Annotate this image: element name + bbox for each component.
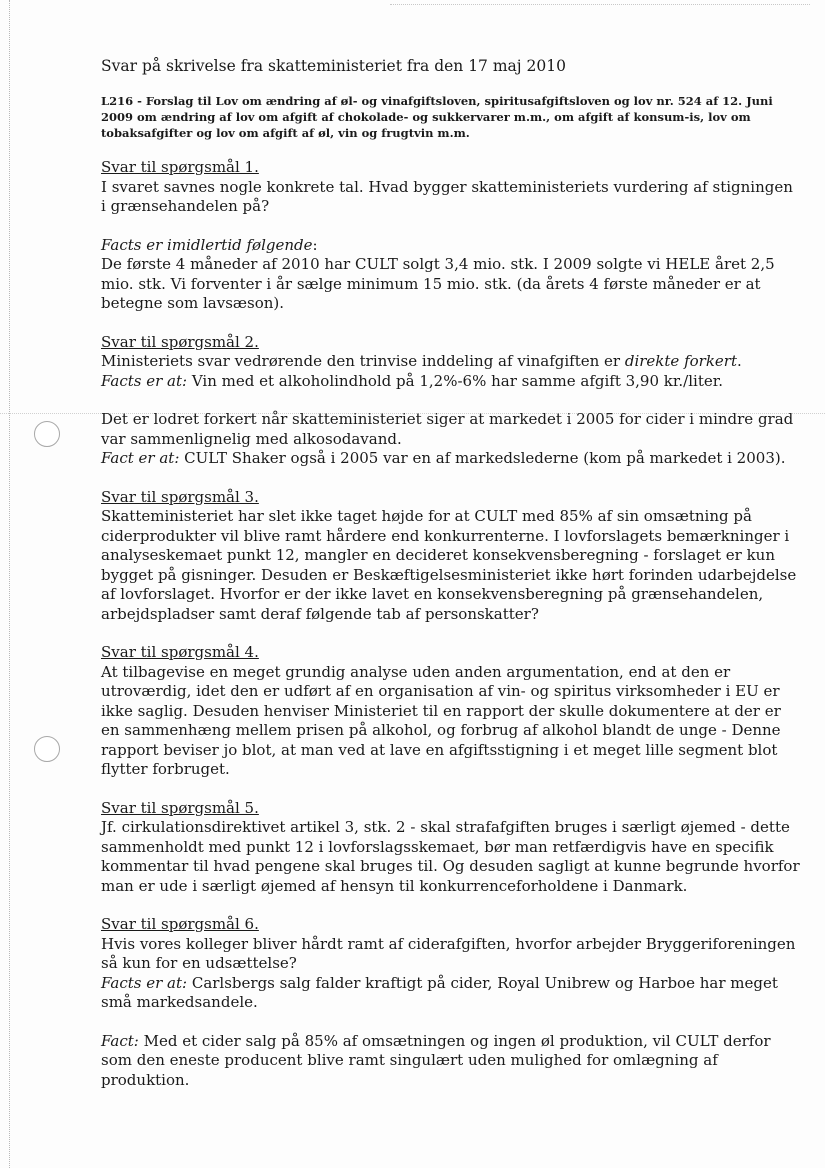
law-reference: L216 - Forslag til Lov om ændring af øl- og vinafgiftsloven, spiritusafgiftsloven og lov nr. 524 af 12. Juni 2009 om ændring af lov om afgift af chokolade- og sukkervarer m.m., om afgift af konsum-is, lov om tobaksafgifter og lov om afgift af øl, vin og frugtvin m.m. xyxy=(101,94,773,140)
section-closing xyxy=(101,1032,801,1091)
question-5-heading: Svar til spørgsmål 5. xyxy=(101,798,259,817)
question-6-facts-text: Carlsbergs salg falder kraftigt på cider, Royal Unibrew og Harboe har meget små markedsandele. xyxy=(101,973,778,1011)
section-question-1-facts xyxy=(101,236,801,314)
punch-hole-lower xyxy=(34,736,60,762)
question-2-facts-lead: Facts er at: xyxy=(101,371,188,390)
question-6-facts-lead: Facts er at: xyxy=(101,973,188,992)
question-5-text: Jf. cirkulationsdirektivet artikel 3, stk. 2 - skal strafafgiften bruges i særligt øjemed - dette sammenholdt med punkt 12 i lovforslagsskemaet, bør man retfærdigvis have en specifik kommentar til hvad pengene skal bruges til. Og desuden sagligt at kunne begrunde hvorfor man er ude i særligt øjemed af hensyn til konkurrenceforholdene i Danmark. xyxy=(101,818,800,895)
question-1-facts-lead-line xyxy=(101,236,801,256)
section-question-5 xyxy=(101,799,801,897)
question-2-text-emphasis: direkte forkert xyxy=(624,352,737,370)
question-6-text: Hvis vores kolleger bliver hårdt ramt af ciderafgiften, hvorfor arbejder Bryggeriforeningen så kun for en udsættelse? xyxy=(101,934,796,972)
section-question-3 xyxy=(101,488,801,625)
question-4-text: At tilbagevise en meget grundig analyse uden anden argumentation, end at den er utroværdig, idet den er udført af en organisation af vin- og spiritus virksomheder i EU er ikke saglig. Desuden henviser Ministeriet til en rapport der skulle dokumentere at der er en sammenhæng mellem prisen på alkohol, og forbrug af alkohol blandt de unge - Denne rapport beviser jo blot, at man ved at lave en afgiftsstigning i et meget lille segment blot flytter forbruget. xyxy=(101,662,781,778)
closing-paragraph xyxy=(101,1032,801,1091)
section-question-2 xyxy=(101,333,801,392)
question-6-facts xyxy=(101,974,801,1013)
question-3-heading: Svar til spørgsmål 3. xyxy=(101,487,259,506)
section-question-2-continued xyxy=(101,410,801,469)
punch-hole-upper xyxy=(34,421,60,447)
question-3-text: Skatteministeriet har slet ikke taget højde for at CULT med 85% af sin omsætning på ciderprodukter vil blive ramt hårdere end konkurrenterne. I lovforslagets bemærkninger i analyseskemaet punkt 12, mangler en decideret konsekvensberegning - forslaget er kun bygget på gisninger. Desuden er Beskæftigelsesministeriet ikke hørt forinden udarbejdelse af lovforslaget. Hvorfor er der ikke lavet en konsekvensberegning på grænsehandelen, arbejdspladser samt deraf følgende tab af personskatter? xyxy=(101,507,797,623)
question-2-heading: Svar til spørgsmål 2. xyxy=(101,332,259,351)
question-2-continued-fact-text: CULT Shaker også i 2005 var en af markedslederne (kom på markedet i 2003). xyxy=(179,449,786,467)
question-2-facts xyxy=(101,372,801,392)
scan-edge-line xyxy=(9,0,10,1168)
question-2-text-after: . xyxy=(737,352,742,370)
question-2-text xyxy=(101,352,801,372)
question-1-text: I svaret savnes nogle konkrete tal. Hvad bygger skatteministeriets vurdering af stigningen i grænsehandelen på? xyxy=(101,177,793,215)
section-question-1 xyxy=(101,158,801,217)
question-1-facts-colon: : xyxy=(312,235,318,254)
question-2-text-before: Ministeriets svar vedrørende den trinvise inddeling af vinafgiften er xyxy=(101,352,625,370)
section-question-6 xyxy=(101,915,801,1013)
question-2-continued-text: Det er lodret forkert når skatteministeriet siger at markedet i 2005 for cider i mindre grad var sammenlignelig med alkosodavand. xyxy=(101,410,794,448)
question-1-heading: Svar til spørgsmål 1. xyxy=(101,158,259,176)
closing-lead: Fact: xyxy=(101,1031,139,1050)
question-2-continued-fact xyxy=(101,449,801,469)
scan-top-line xyxy=(390,4,810,5)
question-2-facts-text: Vin med et alkoholindhold på 1,2%-6% har samme afgift 3,90 kr./liter. xyxy=(187,371,724,390)
question-4-heading: Svar til spørgsmål 4. xyxy=(101,643,259,661)
question-1-facts-text: De første 4 måneder af 2010 har CULT solgt 3,4 mio. stk. I 2009 solgte vi HELE året 2,5 mio. stk. Vi forventer i år sælge minimum 15 mio. stk. (da årets 4 første måneder er at betegne som lavsæson). xyxy=(101,255,775,312)
question-1-facts-lead: Facts er imidlertid følgende xyxy=(101,235,313,254)
question-2-continued-fact-lead: Fact er at: xyxy=(101,449,180,467)
document-body xyxy=(101,55,801,1109)
closing-text: Med et cider salg på 85% af omsætningen og ingen øl produktion, vil CULT derfor som den eneste producent blive ramt singulært uden mulighed for omlægning af produktion. xyxy=(101,1031,771,1089)
section-question-4 xyxy=(101,643,801,780)
question-6-heading: Svar til spørgsmål 6. xyxy=(101,915,259,933)
document-title: Svar på skrivelse fra skatteministeriet fra den 17 maj 2010 xyxy=(101,57,566,75)
